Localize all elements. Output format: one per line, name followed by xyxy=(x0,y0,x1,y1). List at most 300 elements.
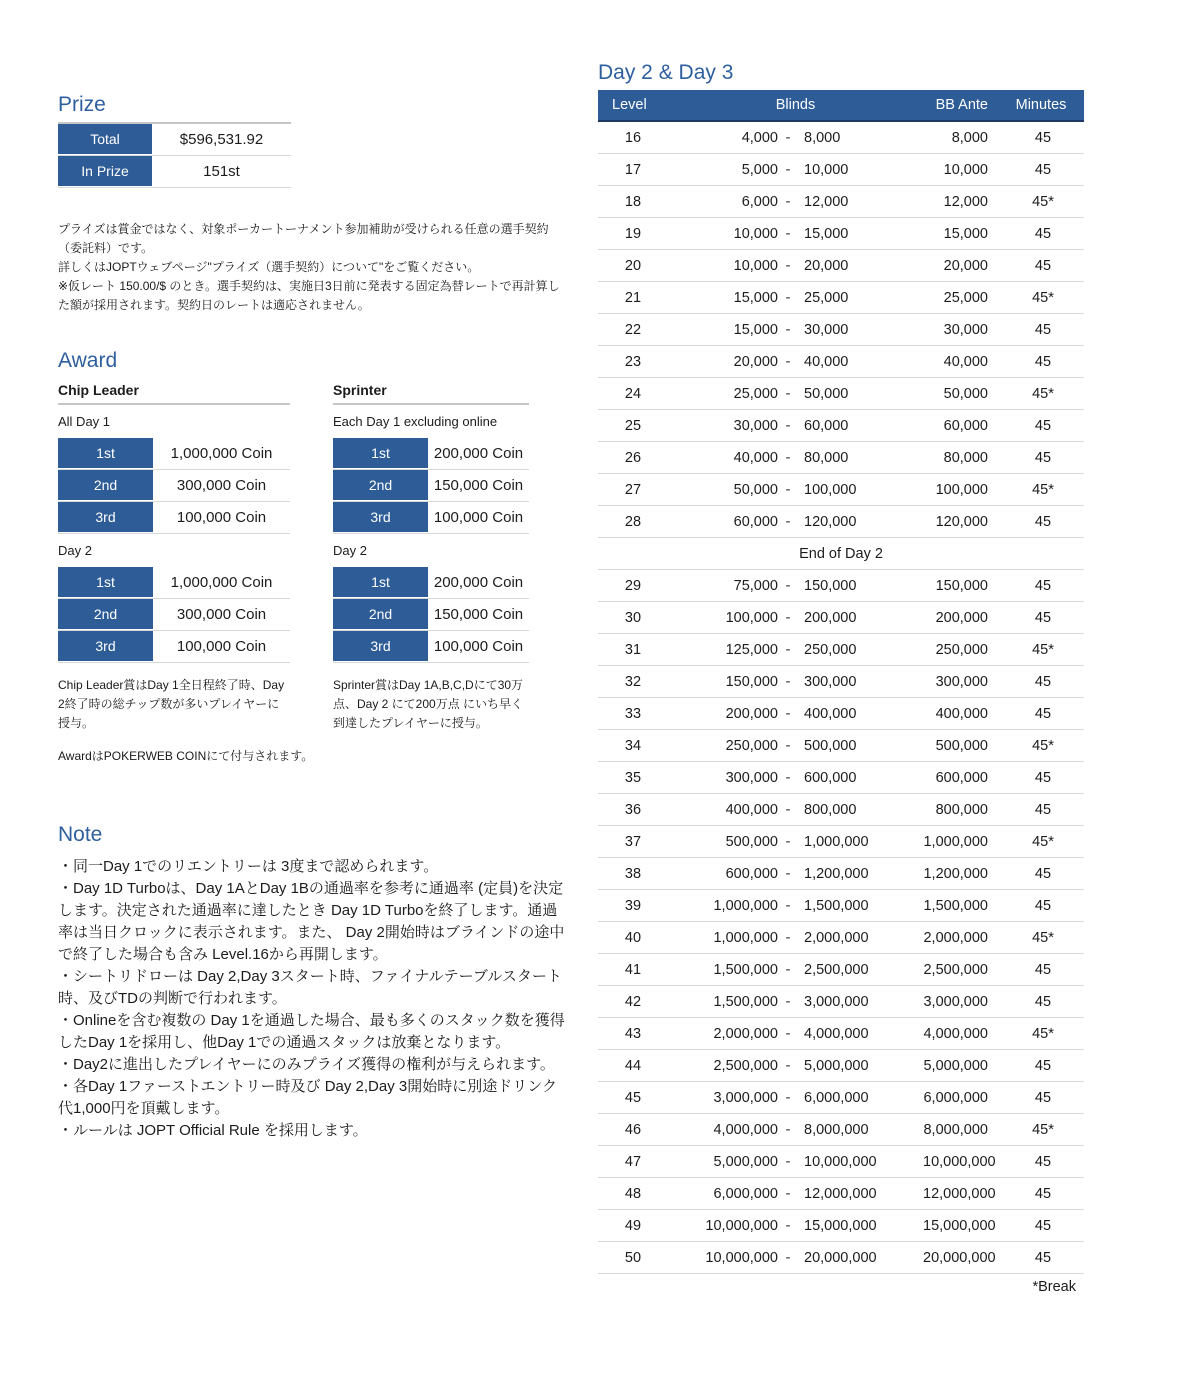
cell-minutes: 45 xyxy=(1034,353,1052,370)
cell-minutes: 45* xyxy=(1032,641,1054,658)
cell-bb-ante: 5,000,000 xyxy=(923,1057,988,1074)
cell-bb-ante: 12,000,000 xyxy=(923,1185,996,1202)
cell-big-blind: 1,500,000 xyxy=(804,897,869,914)
blind-structure-table xyxy=(598,90,1084,1274)
cell-level: 30 xyxy=(624,609,642,626)
cell-bb-ante: 12,000 xyxy=(943,193,988,210)
cell-big-blind: 50,000 xyxy=(804,385,849,402)
cell-small-blind: 4,000,000 xyxy=(713,1121,778,1138)
cell-bb-ante: 10,000,000 xyxy=(923,1153,996,1170)
blind-table-row xyxy=(598,1146,1084,1178)
cell-small-blind: 10,000,000 xyxy=(705,1249,778,1266)
cell-big-blind: 10,000 xyxy=(804,161,849,178)
cell-minutes: 45 xyxy=(1034,321,1052,338)
cell-minutes: 45 xyxy=(1034,161,1052,178)
cell-blinds-separator: - xyxy=(785,321,791,338)
blind-table-body xyxy=(598,122,1084,1274)
cell-blinds-separator: - xyxy=(785,225,791,242)
cell-blinds-separator: - xyxy=(785,257,791,274)
award-value: 200,000 Coin xyxy=(433,574,524,591)
cell-bb-ante: 2,000,000 xyxy=(923,929,988,946)
blind-table-row xyxy=(598,282,1084,314)
award-note: Sprinter賞はDay 1A,B,C,Dにて30万点、Day 2 にて200万点 にいち早く到達したプレイヤーに授与。 xyxy=(333,678,524,730)
blind-table-row xyxy=(598,1242,1084,1274)
cell-big-blind: 8,000 xyxy=(804,129,841,146)
blind-table-row xyxy=(598,570,1084,602)
cell-bb-ante: 200,000 xyxy=(935,609,988,626)
cell-blinds-separator: - xyxy=(785,801,791,818)
award-rank: 3rd xyxy=(333,502,428,533)
cell-level: 24 xyxy=(624,385,642,402)
cell-big-blind: 15,000 xyxy=(804,225,849,242)
cell-big-blind: 250,000 xyxy=(804,641,857,658)
cell-small-blind: 10,000,000 xyxy=(705,1217,778,1234)
cell-small-blind: 6,000,000 xyxy=(713,1185,778,1202)
prize-note-line: 詳しくはJOPTウェブページ"プライズ（選手契約）について"をご覧ください。 xyxy=(58,260,480,274)
cell-blinds-separator: - xyxy=(785,481,791,498)
award-sprinter-column xyxy=(333,382,529,733)
header-blinds: Blinds xyxy=(775,97,816,113)
cell-level: 16 xyxy=(624,129,642,146)
award-rank: 1st xyxy=(333,438,428,469)
cell-big-blind: 10,000,000 xyxy=(804,1153,877,1170)
cell-minutes: 45 xyxy=(1034,257,1052,274)
cell-big-blind: 200,000 xyxy=(804,609,857,626)
cell-big-blind: 400,000 xyxy=(804,705,857,722)
cell-big-blind: 20,000,000 xyxy=(804,1249,877,1266)
award-value: 100,000 Coin xyxy=(176,509,267,526)
cell-minutes: 45* xyxy=(1032,1121,1054,1138)
cell-big-blind: 2,000,000 xyxy=(804,929,869,946)
cell-blinds-separator: - xyxy=(785,641,791,658)
cell-level: 25 xyxy=(624,417,642,434)
note-list xyxy=(58,856,570,1142)
award-rank: 1st xyxy=(333,567,428,598)
note-bullet: ・Day2に進出したプレイヤーにのみプライズ獲得の権利が与えられます。 xyxy=(58,1056,555,1073)
cell-minutes: 45 xyxy=(1034,1089,1052,1106)
award-rank: 2nd xyxy=(58,470,153,501)
award-row xyxy=(333,502,529,534)
blind-table-row xyxy=(598,1082,1084,1114)
cell-bb-ante: 80,000 xyxy=(943,449,988,466)
cell-big-blind: 60,000 xyxy=(804,417,849,434)
cell-blinds-separator: - xyxy=(785,449,791,466)
award-value: 100,000 Coin xyxy=(433,638,524,655)
blind-table-row xyxy=(598,250,1084,282)
cell-big-blind: 120,000 xyxy=(804,513,857,530)
blind-table-row xyxy=(598,858,1084,890)
cell-minutes: 45 xyxy=(1034,1217,1052,1234)
cell-bb-ante: 15,000 xyxy=(943,225,988,242)
cell-small-blind: 15,000 xyxy=(733,321,778,338)
cell-blinds-separator: - xyxy=(785,577,791,594)
cell-small-blind: 2,500,000 xyxy=(713,1057,778,1074)
note-heading: Note xyxy=(58,823,103,846)
blind-table-row xyxy=(598,1114,1084,1146)
cell-bb-ante: 1,500,000 xyxy=(923,897,988,914)
award-rank: 3rd xyxy=(333,631,428,662)
cell-bb-ante: 2,500,000 xyxy=(923,961,988,978)
note-bullet: ・同一Day 1でのリエントリーは 3度まで認められます。 xyxy=(58,858,439,875)
cell-blinds-separator: - xyxy=(785,609,791,626)
prize-row-value: $596,531.92 xyxy=(179,131,264,148)
award-chip-leader-column xyxy=(58,382,290,733)
cell-blinds-separator: - xyxy=(785,289,791,306)
cell-bb-ante: 250,000 xyxy=(935,641,988,658)
cell-big-blind: 2,500,000 xyxy=(804,961,869,978)
award-table xyxy=(58,567,290,663)
note-bullet: ・シートリドローは Day 2,Day 3スタート時、ファイナルテーブルスタート時、及びTDの判断で行われます。 xyxy=(58,968,562,1007)
cell-minutes: 45* xyxy=(1032,833,1054,850)
cell-minutes: 45 xyxy=(1034,769,1052,786)
cell-small-blind: 400,000 xyxy=(725,801,778,818)
cell-small-blind: 1,500,000 xyxy=(713,961,778,978)
cell-bb-ante: 800,000 xyxy=(935,801,988,818)
blind-table-row xyxy=(598,730,1084,762)
cell-small-blind: 6,000 xyxy=(741,193,778,210)
cell-minutes: 45* xyxy=(1032,193,1054,210)
cell-blinds-separator: - xyxy=(785,833,791,850)
cell-bb-ante: 8,000 xyxy=(951,129,988,146)
cell-minutes: 45 xyxy=(1034,705,1052,722)
header-minutes: Minutes xyxy=(1015,97,1067,113)
cell-level: 35 xyxy=(624,769,642,786)
award-section-label: Each Day 1 excluding online xyxy=(333,414,498,429)
award-row xyxy=(333,599,529,631)
cell-minutes: 45 xyxy=(1034,1185,1052,1202)
award-row xyxy=(58,438,290,470)
award-row xyxy=(333,631,529,663)
cell-big-blind: 600,000 xyxy=(804,769,857,786)
cell-level: 20 xyxy=(624,257,642,274)
award-value: 300,000 Coin xyxy=(176,477,267,494)
structure-heading: Day 2 & Day 3 xyxy=(598,61,734,84)
cell-blinds-separator: - xyxy=(785,129,791,146)
cell-bb-ante: 300,000 xyxy=(935,673,988,690)
cell-blinds-separator: - xyxy=(785,1089,791,1106)
cell-big-blind: 15,000,000 xyxy=(804,1217,877,1234)
break-footnote: *Break xyxy=(1032,1279,1076,1295)
cell-level: 19 xyxy=(624,225,642,242)
blind-table-row xyxy=(598,314,1084,346)
cell-level: 44 xyxy=(624,1057,642,1074)
cell-minutes: 45* xyxy=(1032,929,1054,946)
cell-level: 34 xyxy=(624,737,642,754)
award-rank: 2nd xyxy=(58,599,153,630)
cell-minutes: 45* xyxy=(1032,737,1054,754)
cell-small-blind: 2,000,000 xyxy=(713,1025,778,1042)
award-subtitle: Chip Leader xyxy=(58,382,290,405)
prize-note-line: プライズは賞金ではなく、対象ポーカートーナメント参加補助が受けられる任意の選手契約（委託料）です。 xyxy=(58,222,549,255)
cell-blinds-separator: - xyxy=(785,353,791,370)
award-heading: Award xyxy=(58,349,118,372)
cell-level: 31 xyxy=(624,641,642,658)
cell-bb-ante: 120,000 xyxy=(935,513,988,530)
cell-small-blind: 15,000 xyxy=(733,289,778,306)
blind-table-row xyxy=(598,666,1084,698)
cell-blinds-separator: - xyxy=(785,193,791,210)
prize-row xyxy=(58,156,291,188)
cell-blinds-separator: - xyxy=(785,1153,791,1170)
award-section-label: Day 2 xyxy=(333,543,367,558)
prize-heading: Prize xyxy=(58,93,106,116)
prize-row-value: 151st xyxy=(203,163,240,180)
left-column xyxy=(58,92,573,1142)
cell-small-blind: 60,000 xyxy=(733,513,778,530)
award-columns xyxy=(58,382,573,733)
cell-level: 28 xyxy=(624,513,642,530)
cell-blinds-separator: - xyxy=(785,993,791,1010)
cell-minutes: 45 xyxy=(1034,673,1052,690)
prize-row-label: Total xyxy=(58,124,152,155)
cell-bb-ante: 20,000 xyxy=(943,257,988,274)
cell-minutes: 45 xyxy=(1034,129,1052,146)
cell-bb-ante: 20,000,000 xyxy=(923,1249,996,1266)
cell-blinds-separator: - xyxy=(785,161,791,178)
award-table xyxy=(333,567,529,663)
award-rank: 2nd xyxy=(333,470,428,501)
blind-table-row xyxy=(598,986,1084,1018)
award-row xyxy=(58,567,290,599)
cell-level: 29 xyxy=(624,577,642,594)
cell-small-blind: 200,000 xyxy=(725,705,778,722)
award-value: 200,000 Coin xyxy=(433,445,524,462)
cell-minutes: 45* xyxy=(1032,1025,1054,1042)
award-table xyxy=(333,438,529,534)
award-row xyxy=(58,470,290,502)
note-bullet: ・Day 1D Turboは、Day 1AとDay 1Bの通過率を参考に通過率 (定員)を決定します。決定された通過率に達したとき Day 1D Turboを終了します。通過率は当日クロックに表示されます。また、 Day 2開始時はブラインドの途中で終了した場合も含み Level.16から再開します。 xyxy=(58,880,565,963)
cell-small-blind: 1,000,000 xyxy=(713,929,778,946)
blind-table-row xyxy=(598,922,1084,954)
blind-table-row xyxy=(598,218,1084,250)
award-value: 1,000,000 Coin xyxy=(170,574,273,591)
blind-table-row xyxy=(598,794,1084,826)
cell-bb-ante: 3,000,000 xyxy=(923,993,988,1010)
cell-blinds-separator: - xyxy=(785,769,791,786)
cell-level: 22 xyxy=(624,321,642,338)
blind-table-row xyxy=(598,1050,1084,1082)
award-row xyxy=(333,438,529,470)
cell-small-blind: 125,000 xyxy=(725,641,778,658)
cell-bb-ante: 50,000 xyxy=(943,385,988,402)
cell-big-blind: 1,200,000 xyxy=(804,865,869,882)
blind-table-row xyxy=(598,410,1084,442)
cell-bb-ante: 40,000 xyxy=(943,353,988,370)
cell-minutes: 45* xyxy=(1032,289,1054,306)
award-row xyxy=(58,631,290,663)
cell-blinds-separator: - xyxy=(785,673,791,690)
award-rank: 2nd xyxy=(333,599,428,630)
cell-big-blind: 25,000 xyxy=(804,289,849,306)
cell-bb-ante: 30,000 xyxy=(943,321,988,338)
cell-bb-ante: 6,000,000 xyxy=(923,1089,988,1106)
cell-big-blind: 150,000 xyxy=(804,577,857,594)
blind-table-row xyxy=(598,762,1084,794)
cell-bb-ante: 10,000 xyxy=(943,161,988,178)
cell-level: 46 xyxy=(624,1121,642,1138)
cell-bb-ante: 100,000 xyxy=(935,481,988,498)
cell-minutes: 45 xyxy=(1034,449,1052,466)
cell-big-blind: 3,000,000 xyxy=(804,993,869,1010)
cell-bb-ante: 4,000,000 xyxy=(923,1025,988,1042)
cell-small-blind: 10,000 xyxy=(733,225,778,242)
cell-blinds-separator: - xyxy=(785,385,791,402)
cell-blinds-separator: - xyxy=(785,897,791,914)
blind-table-row xyxy=(598,1210,1084,1242)
blind-table-row xyxy=(598,954,1084,986)
cell-blinds-separator: - xyxy=(785,1121,791,1138)
cell-minutes: 45 xyxy=(1034,1057,1052,1074)
cell-bb-ante: 60,000 xyxy=(943,417,988,434)
cell-big-blind: 5,000,000 xyxy=(804,1057,869,1074)
cell-big-blind: 12,000 xyxy=(804,193,849,210)
blind-table-row xyxy=(598,186,1084,218)
prize-row xyxy=(58,124,291,156)
award-rank: 3rd xyxy=(58,631,153,662)
award-row xyxy=(333,567,529,599)
cell-level: 42 xyxy=(624,993,642,1010)
blind-table-row xyxy=(598,474,1084,506)
award-value: 300,000 Coin xyxy=(176,606,267,623)
cell-blinds-separator: - xyxy=(785,737,791,754)
cell-level: 21 xyxy=(624,289,642,306)
cell-minutes: 45 xyxy=(1034,865,1052,882)
note-bullet: ・ルールは JOPT Official Rule を採用します。 xyxy=(58,1122,368,1139)
award-rank: 1st xyxy=(58,438,153,469)
cell-level: 48 xyxy=(624,1185,642,1202)
cell-bb-ante: 600,000 xyxy=(935,769,988,786)
cell-blinds-separator: - xyxy=(785,705,791,722)
award-value: 100,000 Coin xyxy=(176,638,267,655)
cell-big-blind: 8,000,000 xyxy=(804,1121,869,1138)
cell-level: 47 xyxy=(624,1153,642,1170)
cell-level: 43 xyxy=(624,1025,642,1042)
blind-table-row xyxy=(598,154,1084,186)
cell-level: 26 xyxy=(624,449,642,466)
cell-level: 45 xyxy=(624,1089,642,1106)
cell-big-blind: 800,000 xyxy=(804,801,857,818)
cell-bb-ante: 15,000,000 xyxy=(923,1217,996,1234)
cell-big-blind: 80,000 xyxy=(804,449,849,466)
cell-small-blind: 100,000 xyxy=(725,609,778,626)
cell-level: 41 xyxy=(624,961,642,978)
blind-table-header xyxy=(598,90,1084,122)
cell-small-blind: 50,000 xyxy=(733,481,778,498)
cell-big-blind: 4,000,000 xyxy=(804,1025,869,1042)
cell-small-blind: 300,000 xyxy=(725,769,778,786)
cell-minutes: 45 xyxy=(1034,961,1052,978)
prize-note xyxy=(58,220,563,315)
cell-blinds-separator: - xyxy=(785,1217,791,1234)
cell-level: 17 xyxy=(624,161,642,178)
cell-minutes: 45 xyxy=(1034,577,1052,594)
cell-minutes: 45 xyxy=(1034,993,1052,1010)
cell-level: 36 xyxy=(624,801,642,818)
cell-minutes: 45 xyxy=(1034,801,1052,818)
award-rank: 3rd xyxy=(58,502,153,533)
cell-blinds-separator: - xyxy=(785,961,791,978)
award-subtitle: Sprinter xyxy=(333,382,529,405)
cell-level: 37 xyxy=(624,833,642,850)
header-bb-ante: BB Ante xyxy=(935,97,988,113)
cell-big-blind: 20,000 xyxy=(804,257,849,274)
cell-small-blind: 4,000 xyxy=(741,129,778,146)
blind-table-row xyxy=(598,442,1084,474)
cell-level: 49 xyxy=(624,1217,642,1234)
award-row xyxy=(58,599,290,631)
cell-bb-ante: 150,000 xyxy=(935,577,988,594)
cell-small-blind: 250,000 xyxy=(725,737,778,754)
cell-level: 40 xyxy=(624,929,642,946)
note-bullet: ・Onlineを含む複数の Day 1を通過した場合、最も多くのスタック数を獲得したDay 1を採用し、他Day 1での通過スタックは放棄となります。 xyxy=(58,1012,565,1051)
award-table xyxy=(58,438,290,534)
cell-big-blind: 300,000 xyxy=(804,673,857,690)
award-value: 150,000 Coin xyxy=(433,606,524,623)
cell-small-blind: 10,000 xyxy=(733,257,778,274)
cell-minutes: 45 xyxy=(1034,1249,1052,1266)
cell-big-blind: 100,000 xyxy=(804,481,857,498)
cell-level: 27 xyxy=(624,481,642,498)
structure-column xyxy=(598,60,1084,1295)
blind-table-row xyxy=(598,506,1084,538)
cell-level: 32 xyxy=(624,673,642,690)
cell-small-blind: 30,000 xyxy=(733,417,778,434)
cell-small-blind: 5,000 xyxy=(741,161,778,178)
note-bullet: ・各Day 1ファーストエントリー時及び Day 2,Day 3開始時に別途ドリンク代1,000円を頂戴します。 xyxy=(58,1078,557,1117)
blind-table-row xyxy=(598,122,1084,154)
cell-bb-ante: 1,200,000 xyxy=(923,865,988,882)
cell-minutes: 45 xyxy=(1034,225,1052,242)
prize-row-label: In Prize xyxy=(58,156,152,187)
award-row xyxy=(333,470,529,502)
cell-small-blind: 25,000 xyxy=(733,385,778,402)
cell-big-blind: 40,000 xyxy=(804,353,849,370)
cell-blinds-separator: - xyxy=(785,929,791,946)
cell-small-blind: 5,000,000 xyxy=(713,1153,778,1170)
blind-table-row xyxy=(598,1178,1084,1210)
award-value: 150,000 Coin xyxy=(433,477,524,494)
cell-minutes: 45 xyxy=(1034,417,1052,434)
cell-small-blind: 75,000 xyxy=(733,577,778,594)
cell-big-blind: 6,000,000 xyxy=(804,1089,869,1106)
cell-level: 39 xyxy=(624,897,642,914)
award-note: Chip Leader賞はDay 1全日程終了時、Day 2終了時の総チップ数が多いプレイヤーに授与。 xyxy=(58,678,285,730)
cell-bb-ante: 500,000 xyxy=(935,737,988,754)
blind-table-row xyxy=(598,826,1084,858)
cell-small-blind: 1,000,000 xyxy=(713,897,778,914)
cell-blinds-separator: - xyxy=(785,417,791,434)
cell-small-blind: 500,000 xyxy=(725,833,778,850)
cell-blinds-separator: - xyxy=(785,1057,791,1074)
award-rank: 1st xyxy=(58,567,153,598)
cell-bb-ante: 8,000,000 xyxy=(923,1121,988,1138)
cell-small-blind: 3,000,000 xyxy=(713,1089,778,1106)
blind-table-row xyxy=(598,1018,1084,1050)
cell-small-blind: 40,000 xyxy=(733,449,778,466)
cell-minutes: 45 xyxy=(1034,513,1052,530)
cell-big-blind: 30,000 xyxy=(804,321,849,338)
cell-blinds-separator: - xyxy=(785,865,791,882)
cell-level: 50 xyxy=(624,1249,642,1266)
blind-table-row xyxy=(598,634,1084,666)
cell-big-blind: 1,000,000 xyxy=(804,833,869,850)
cell-minutes: 45* xyxy=(1032,385,1054,402)
cell-small-blind: 1,500,000 xyxy=(713,993,778,1010)
cell-minutes: 45 xyxy=(1034,1153,1052,1170)
cell-bb-ante: 400,000 xyxy=(935,705,988,722)
cell-blinds-separator: - xyxy=(785,1185,791,1202)
cell-level: 33 xyxy=(624,705,642,722)
